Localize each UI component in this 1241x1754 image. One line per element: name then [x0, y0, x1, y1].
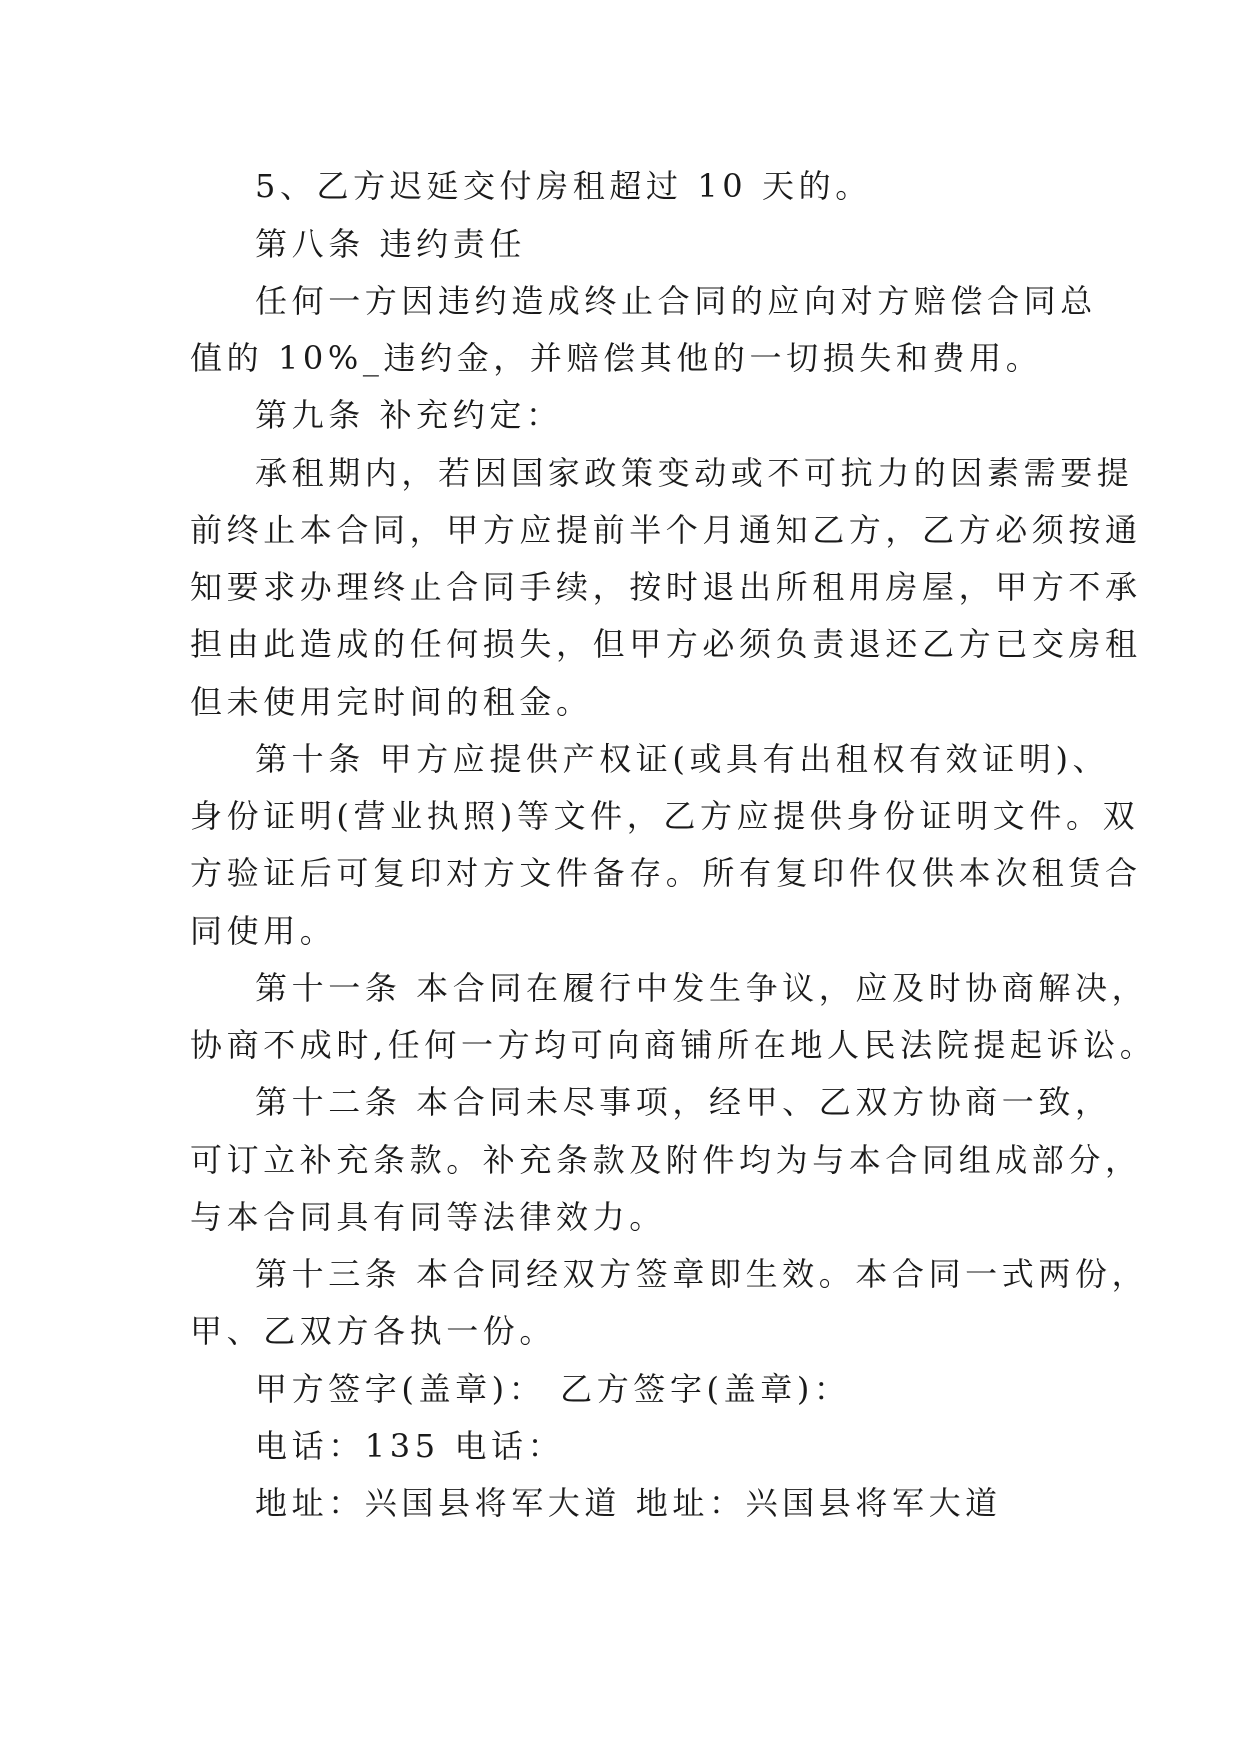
article-8-line-1: 任何一方因违约造成终止合同的应向对方赔偿合同总 — [255, 282, 1097, 320]
article-9-line-4: 担由此造成的任何损失，但甲方必须负责退还乙方已交房租 — [190, 625, 1142, 663]
article-10-line-4: 同使用。 — [190, 912, 337, 950]
phone-line: 电话：135 电话： — [255, 1427, 565, 1465]
article-12-line-3: 与本合同具有同等法律效力。 — [190, 1198, 666, 1236]
clause-7-item-5: 5、乙方迟延交付房租超过 10 天的。 — [255, 167, 872, 205]
article-9-line-2: 前终止本合同，甲方应提前半个月通知乙方，乙方必须按通 — [190, 511, 1142, 549]
article-9-heading: 第九条 补充约定： — [255, 396, 563, 434]
article-8-line-2: 值的 10%_违约金，并赔偿其他的一切损失和费用。 — [190, 339, 1043, 377]
article-11-line-2: 协商不成时,任何一方均可向商铺所在地人民法院提起诉讼。 — [190, 1026, 1157, 1064]
article-9-line-1: 承租期内，若因国家政策变动或不可抗力的因素需要提 — [255, 454, 1134, 492]
article-13-line-1: 第十三条 本合同经双方签章即生效。本合同一式两份， — [255, 1255, 1149, 1293]
article-13-line-2: 甲、乙双方各执一份。 — [190, 1312, 557, 1350]
article-9-line-5: 但未使用完时间的租金。 — [190, 683, 593, 721]
article-10-line-3: 方验证后可复印对方文件备存。所有复印件仅供本次租赁合 — [190, 854, 1142, 892]
article-8-heading: 第八条 违约责任 — [255, 225, 526, 263]
article-12-line-1: 第十二条 本合同未尽事项，经甲、乙双方协商一致， — [255, 1083, 1112, 1121]
article-12-line-2: 可订立补充条款。补充条款及附件均为与本合同组成部分， — [190, 1141, 1142, 1179]
article-10-line-2: 身份证明(营业执照)等文件，乙方应提供身份证明文件。双 — [190, 797, 1140, 835]
article-10-line-1: 第十条 甲方应提供产权证(或具有出租权有效证明)、 — [255, 740, 1110, 778]
article-9-line-3: 知要求办理终止合同手续，按时退出所租用房屋，甲方不承 — [190, 568, 1142, 606]
address-line: 地址：兴国县将军大道 地址：兴国县将军大道 — [255, 1484, 1002, 1522]
article-11-line-1: 第十一条 本合同在履行中发生争议，应及时协商解决， — [255, 969, 1149, 1007]
signature-line: 甲方签字(盖章)： 乙方签字(盖章)： — [255, 1370, 851, 1408]
